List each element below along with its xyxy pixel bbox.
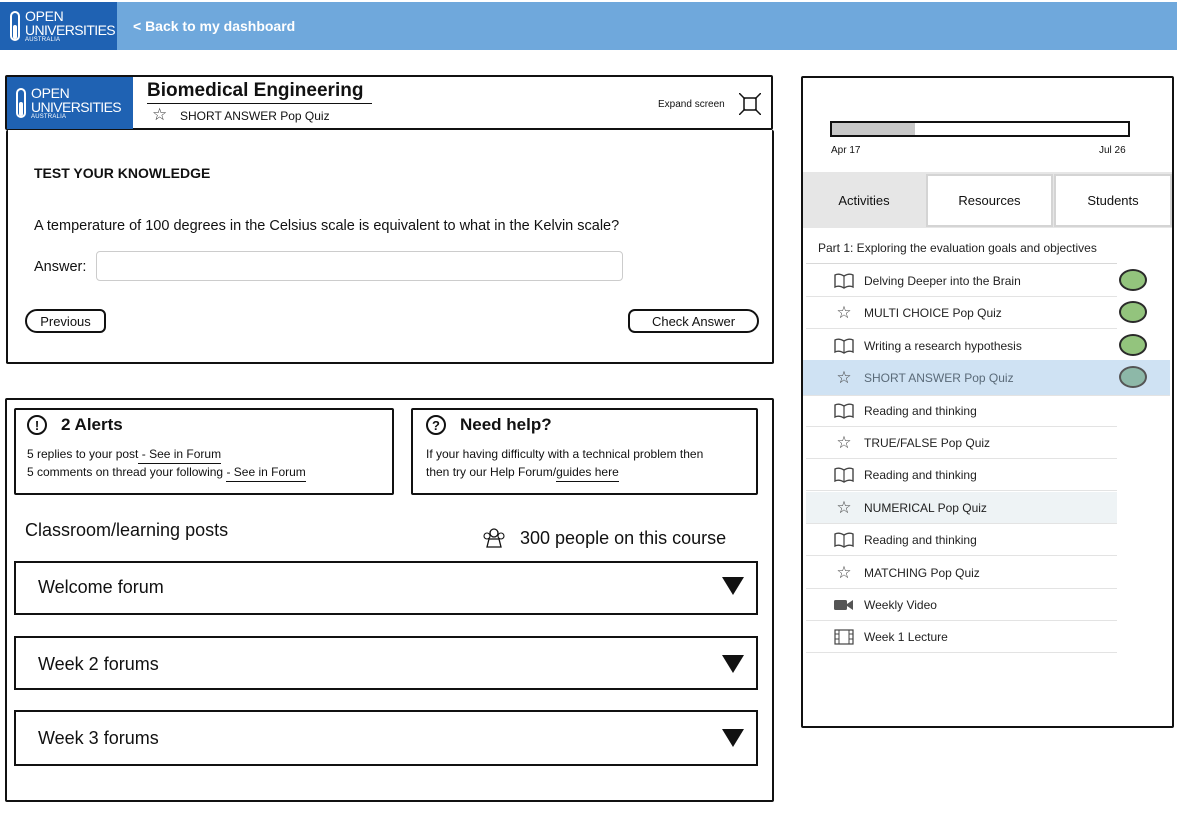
help-text-prefix: then try our Help Forum/ — [426, 465, 557, 479]
completion-status-dot — [1119, 366, 1147, 388]
title-underline — [147, 103, 372, 104]
book-icon — [834, 338, 854, 354]
activity-label: NUMERICAL Pop Quiz — [864, 500, 987, 515]
open-universities-logo[interactable]: OPEN UNIVERSITIES AUSTRALIA — [0, 2, 117, 50]
course-progress-bar — [830, 121, 1130, 137]
alert-line-comments: 5 comments on thread your following — [27, 465, 227, 479]
activity-item[interactable] — [806, 395, 1117, 427]
activity-label: Weekly Video — [864, 597, 937, 612]
film-icon — [834, 629, 854, 645]
check-answer-button[interactable]: Check Answer — [628, 309, 759, 333]
video-camera-icon — [834, 598, 854, 612]
section-heading: Part 1: Exploring the evaluation goals and objectives — [818, 241, 1097, 255]
previous-button[interactable]: Previous — [25, 309, 106, 333]
start-date: Apr 17 — [831, 145, 861, 156]
alerts-box — [14, 408, 394, 495]
activity-label: MATCHING Pop Quiz — [864, 565, 980, 580]
completion-status-dot — [1119, 301, 1147, 323]
answer-label: Answer: — [34, 259, 87, 275]
activity-item[interactable] — [803, 360, 1170, 396]
logo-mark-icon — [10, 11, 20, 41]
help-guides-link[interactable]: guides here — [556, 465, 619, 482]
see-in-forum-link[interactable]: - See in Forum — [138, 447, 221, 464]
activity-label: Week 1 Lecture — [864, 629, 948, 644]
activity-label: MULTI CHOICE Pop Quiz — [864, 305, 1002, 320]
section-divider — [806, 263, 1117, 264]
alert-line-replies: 5 replies to your post — [27, 447, 139, 461]
help-title: ? Need help? — [426, 415, 552, 435]
book-icon — [834, 467, 854, 483]
chevron-down-icon[interactable] — [722, 655, 744, 673]
book-icon — [834, 273, 854, 289]
progress-fill — [832, 123, 915, 135]
activity-item[interactable] — [806, 557, 1117, 589]
forum-week-2[interactable] — [14, 636, 758, 690]
forum-welcome[interactable] — [14, 561, 758, 615]
logo-mark-icon — [16, 88, 26, 118]
activity-label: TRUE/FALSE Pop Quiz — [864, 435, 991, 450]
favorite-star-icon[interactable]: ☆ — [152, 105, 168, 124]
forum-label: Week 2 forums — [38, 654, 159, 674]
see-in-forum-link[interactable]: - See in Forum — [226, 465, 305, 482]
activity-item[interactable] — [806, 621, 1117, 653]
tab-activities[interactable]: Activities — [838, 192, 890, 208]
activity-item[interactable] — [806, 330, 1117, 362]
quiz-subtitle: SHORT ANSWER Pop Quiz — [180, 109, 330, 123]
activity-item[interactable] — [806, 297, 1117, 329]
forum-label: Welcome forum — [38, 577, 164, 597]
question-icon: ? — [426, 415, 446, 435]
course-logo: OPEN UNIVERSITIES AUSTRALIA — [7, 77, 133, 129]
chevron-down-icon[interactable] — [722, 729, 744, 747]
expand-screen-icon[interactable] — [739, 93, 761, 115]
course-title: Biomedical Engineering — [147, 80, 364, 101]
answer-input[interactable] — [96, 251, 623, 281]
chevron-down-icon[interactable] — [722, 577, 744, 595]
forum-week-3[interactable] — [14, 710, 758, 766]
people-icon — [482, 527, 506, 549]
tab-students[interactable]: Students — [1054, 174, 1172, 227]
course-people-count[interactable]: 300 people on this course — [482, 527, 726, 549]
alerts-title: ! 2 Alerts — [27, 415, 123, 435]
help-box — [411, 408, 758, 495]
star-icon: ☆ — [836, 303, 852, 322]
tab-resources[interactable]: Resources — [926, 174, 1053, 227]
activity-item[interactable] — [806, 459, 1117, 491]
help-text: If your having difficulty with a technical problem then — [426, 447, 704, 461]
activity-item[interactable] — [806, 492, 1117, 524]
expand-screen-label[interactable]: Expand screen — [658, 99, 725, 110]
quiz-question: A temperature of 100 degrees in the Celsius scale is equivalent to what in the Kelvin scale? — [34, 218, 620, 234]
activity-item[interactable] — [806, 589, 1117, 621]
activity-label: Writing a research hypothesis — [864, 338, 1022, 353]
activity-item[interactable] — [806, 265, 1117, 297]
completion-status-dot — [1119, 269, 1147, 291]
star-icon: ☆ — [836, 563, 852, 582]
exclamation-icon: ! — [27, 415, 47, 435]
activity-item[interactable] — [806, 427, 1117, 459]
back-to-dashboard-link[interactable]: < Back to my dashboard — [133, 18, 296, 34]
star-icon: ☆ — [836, 368, 852, 387]
activity-label: SHORT ANSWER Pop Quiz — [864, 370, 1014, 385]
forum-label: Week 3 forums — [38, 728, 159, 748]
book-icon — [834, 403, 854, 419]
activity-label: Reading and thinking — [864, 532, 977, 547]
end-date: Jul 26 — [1099, 145, 1126, 156]
book-icon — [834, 532, 854, 548]
activity-item[interactable] — [806, 524, 1117, 556]
activity-label: Reading and thinking — [864, 467, 977, 482]
posts-title: Classroom/learning posts — [25, 520, 229, 540]
completion-status-dot — [1119, 334, 1147, 356]
star-icon: ☆ — [836, 498, 852, 517]
activity-label: Reading and thinking — [864, 403, 977, 418]
quiz-heading: TEST YOUR KNOWLEDGE — [34, 165, 211, 181]
star-icon: ☆ — [836, 433, 852, 452]
activity-label: Delving Deeper into the Brain — [864, 273, 1021, 288]
